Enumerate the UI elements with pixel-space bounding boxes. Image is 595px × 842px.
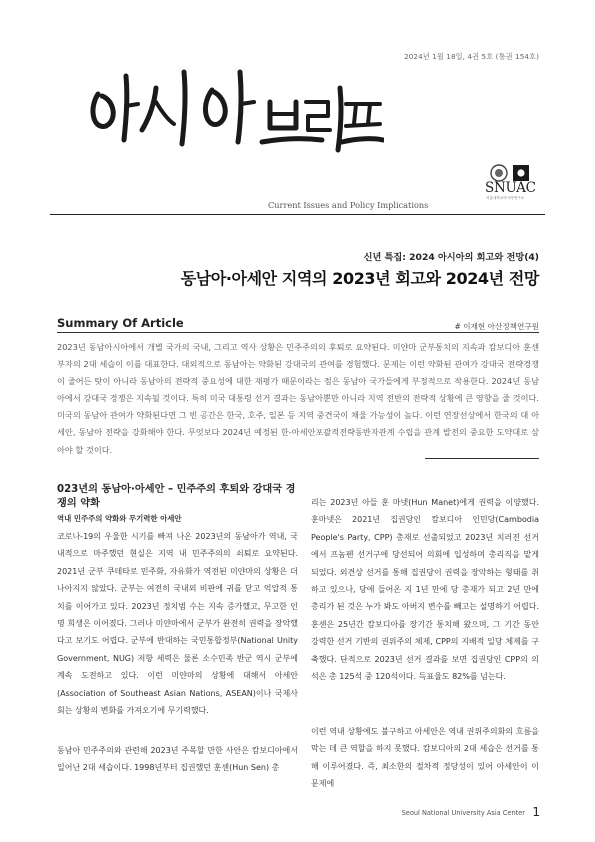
series-title: 신년 특집: 2024 아시아의 회고와 전망(4) bbox=[363, 252, 539, 263]
paragraph: 코로나-19의 우울한 시기를 빠져 나온 2023년의 동남아가 역내, 국내적으로 마주했던 현실은 지역 내 민주주의의 쇠퇴로 요약된다. 2021년 군부 쿠데타로 민주화, 자유화가 역전된 미얀마의 상황은 더 나아지지 않았다. 군부는 여전히 국내외 비판에 귀를 닫고 억압적 통치를 이어가고 있다. 2023년 정치범 수는 지속 증가했고, 무고한 인명 희생은 이어졌다. 그러나 미얀마에서 군부가 완전히 권력을 장악했다고 보기도 어렵다. 군부에 반대하는 국민통합정부(National Unity Government, NUG) 저항 세력은 물론 소수민족 반군 역시 군부에 계속 도전하고 있다. 이런 미얀마의 상황에 대해서 아세안(Association of Southeast Asian Nations, ASEAN)이나 국제사회는 상황의 변화를 가져오기에 무기력했다. bbox=[57, 532, 298, 716]
summary-heading: Summary Of Article bbox=[57, 316, 184, 330]
issue-info: 2024년 1월 18일, 4권 5호 (통권 154호) bbox=[404, 52, 539, 61]
author-info: # 이재현 아산정책연구원 bbox=[454, 322, 539, 331]
section-heading: 023년의 동남아·아세안 – 민주주의 후퇴와 강대국 경쟁의 약화 bbox=[57, 484, 296, 510]
page-number: 1 bbox=[532, 805, 540, 819]
paragraph: 이런 역내 상황에도 불구하고 아세안은 역내 권위주의화의 흐름을 막는 데 큰 역할을 하지 못했다. 캄보디아의 2대 세습은 선거를 통해 이루어졌다. 즉, 최소한의 절차적 정당성이 있어 아세안이 이 문제에 bbox=[311, 727, 539, 789]
body-column-1 bbox=[57, 528, 298, 719]
footer-org: Seoul National University Asia Center bbox=[401, 809, 525, 817]
body-column-2-paragraph-2 bbox=[311, 723, 539, 793]
org-logo-text: SNUAC bbox=[485, 180, 536, 196]
masthead-subtitle: Current Issues and Policy Implications bbox=[268, 200, 429, 210]
body-column-1-paragraph-2 bbox=[57, 742, 298, 777]
section-subheading: 역내 민주주의 약화와 무기력한 아세안 bbox=[57, 514, 182, 523]
paragraph: 리는 2023년 아들 훈 마넷(Hun Manet)에게 권력을 이양했다. 훈마넷은 2021년 집권당인 캄보디아 인민당(Cambodia People's Party, CPP) 총재로 선출되었고 2023년 치러진 선거에서 프놈펜 선거구에 당선되어 의회에 입성하며 총리직을 맡게 되었다. 외견상 선거를 통해 집권당이 권력을 장악하는 형태를 취하고 있으나, 당에 들어온 지 1년 만에 당 총재가 되고 2년 만에 총리가 된 것은 누가 봐도 아버지 변수를 빼고는 설명하기 어렵다. 훈센은 25년간 캄보디아를 장기간 통치해 왔으며, 그 기간 동안 강력한 선거 기반의 권위주의 체제, CPP의 지배적 일당 체제를 구축했다. 단적으로 2023년 선거 결과를 보면 집권당인 CPP의 의석은 총 125석 중 120석이다. 득표율도 82%를 넘는다. bbox=[311, 498, 539, 682]
body-column-2 bbox=[311, 494, 539, 685]
summary-divider bbox=[57, 332, 539, 333]
masthead-calligraphy-logo bbox=[84, 58, 384, 158]
header-divider bbox=[50, 214, 545, 215]
summary-end-divider bbox=[425, 458, 539, 459]
paragraph: 동남아 민주주의와 관련해 2023년 주목할 만한 사안은 캄보디아에서 일어난 2대 세습이다. 1998년부터 집권했던 훈센(Hun Sen) 총 bbox=[57, 746, 298, 773]
summary-text: 2023년 동남아시아에서 개별 국가의 국내, 그리고 역사 상황은 민주주의의 후퇴로 요약된다. 미얀마 군부통치의 지속과 캄보디아 훈센 부자의 2대 세습이 이를 대표한다. 대외적으로 동남아는 약화된 강대국의 관여를 경험했다. 문제는 이런 약화된 관여가 강대국 전략경쟁이 줄어든 탓이 아니라 동남아의 전략적 중요성에 대한 재평가 때문이라는 점은 동남아 국가들에게 부정적으로 작용한다. 2024년 동남아에서 강대국 경쟁은 지속될 것이다. 특히 미국 대통령 선거 결과는 동남아뿐만 아니라 지역 전반의 전략적 상황에 큰 영향을 줄 것이다. 미국의 동남아 관여가 약화된다면 그 빈 공간은 한국, 호주, 일본 등 지역 중견국이 채울 가능성이 높다. 이런 연장선상에서 한국의 대 아세안, 동남아 전략을 강화해야 한다. 무엇보다 2024년 예정된 한-아세안포괄적전략동반자관계 수립을 관계 발전의 중요한 도약대로 삼아야 할 것이다. bbox=[57, 342, 539, 455]
org-logo-subtext: 서울대학교아시아연구소 bbox=[486, 196, 525, 200]
article-title: 동남아·아세안 지역의 2023년 회고와 2024년 전망 bbox=[180, 269, 539, 288]
